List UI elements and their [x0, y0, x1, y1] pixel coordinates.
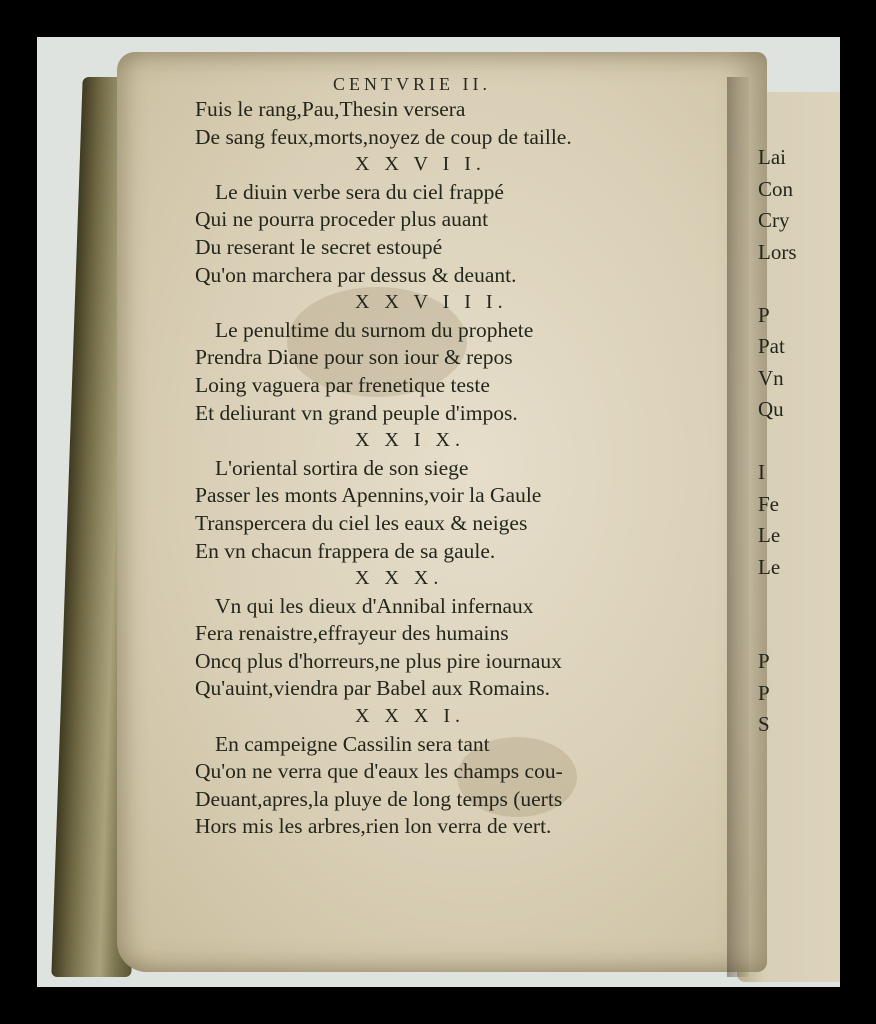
right-page-fragment: P: [758, 302, 770, 327]
verse-line: Vn qui les dieux d'Annibal infernaux: [215, 593, 534, 618]
right-page-fragment: [758, 583, 797, 615]
right-page-fragment: [758, 426, 797, 458]
right-page-fragment: Con: [758, 176, 794, 201]
verse-line: Deuant,apres,la pluye de long temps (uerts: [195, 786, 563, 811]
right-page-fragment: Qu: [758, 397, 784, 421]
verse-line: Et deliurant vn grand peuple d'impos.: [195, 400, 518, 425]
verse-line: Qu'on ne verra que d'eaux les champs cou-: [195, 759, 563, 784]
right-page-fragment: Le: [758, 554, 781, 579]
verse-text-block: [195, 96, 735, 841]
right-page-fragment: Lors: [758, 239, 797, 264]
verse-line: Transpercera du ciel les eaux & neiges: [195, 510, 528, 535]
verse-line: Passer les monts Apennins,voir la Gaule: [195, 483, 542, 508]
right-page-fragment: [758, 268, 797, 300]
verse-line: Loing vaguera par frenetique teste: [195, 372, 490, 397]
verse-line: Hors mis les arbres,rien lon verra de vert.: [195, 814, 552, 839]
verse-line: Le penultime du surnom du prophete: [215, 317, 534, 342]
right-page-fragment: Fe: [758, 491, 779, 516]
right-page-fragment: [758, 615, 797, 647]
verse-line: Qu'auint,viendra par Babel aux Romains.: [195, 676, 550, 701]
quatrain-number: X X I X.: [355, 429, 465, 452]
right-page-fragment: P: [758, 649, 770, 673]
right-page-fragment: Vn: [758, 365, 784, 390]
verse-line: L'oriental sortira de son siege: [215, 455, 469, 480]
right-page-fragment: I: [758, 460, 765, 484]
right-page-fragment: P: [758, 680, 770, 705]
verse-line: Prendra Diane pour son iour & repos: [195, 345, 513, 370]
running-head: CENTVRIE II.: [333, 74, 491, 94]
verse-line: Du reserant le secret estoupé: [195, 234, 443, 259]
quatrain-number: X X V I I.: [355, 153, 486, 176]
verse-line: Oncq plus d'horreurs,ne plus pire iournaux: [195, 648, 562, 673]
verse-line: Fuis le rang,Pau,Thesin versera: [195, 97, 466, 121]
verse-line: Qui ne pourra proceder plus auant: [195, 207, 489, 232]
verse-line: Fera renaistre,effrayeur des humains: [195, 621, 509, 646]
quatrain-number: X X X I.: [355, 705, 465, 728]
right-page-fragment: Pat: [758, 334, 785, 358]
quatrain-number: X X V I I I.: [355, 291, 508, 314]
verse-line: Qu'on marchera par dessus & deuant.: [195, 262, 517, 287]
right-page-text-fragments: [758, 142, 797, 741]
quatrain-number: X X X.: [355, 567, 444, 590]
verse-line: En vn chacun frappera de sa gaule.: [195, 538, 496, 563]
right-page-fragment: Le: [758, 523, 781, 547]
verse-line: Le diuin verbe sera du ciel frappé: [215, 179, 504, 204]
verse-line: De sang feux,morts,noyez de coup de taille.: [195, 124, 572, 149]
verse-line: En campeigne Cassilin sera tant: [215, 731, 490, 756]
right-page-fragment: Cry: [758, 208, 790, 232]
right-page-fragment: S: [758, 712, 770, 736]
right-page-fragment: Lai: [758, 145, 786, 169]
